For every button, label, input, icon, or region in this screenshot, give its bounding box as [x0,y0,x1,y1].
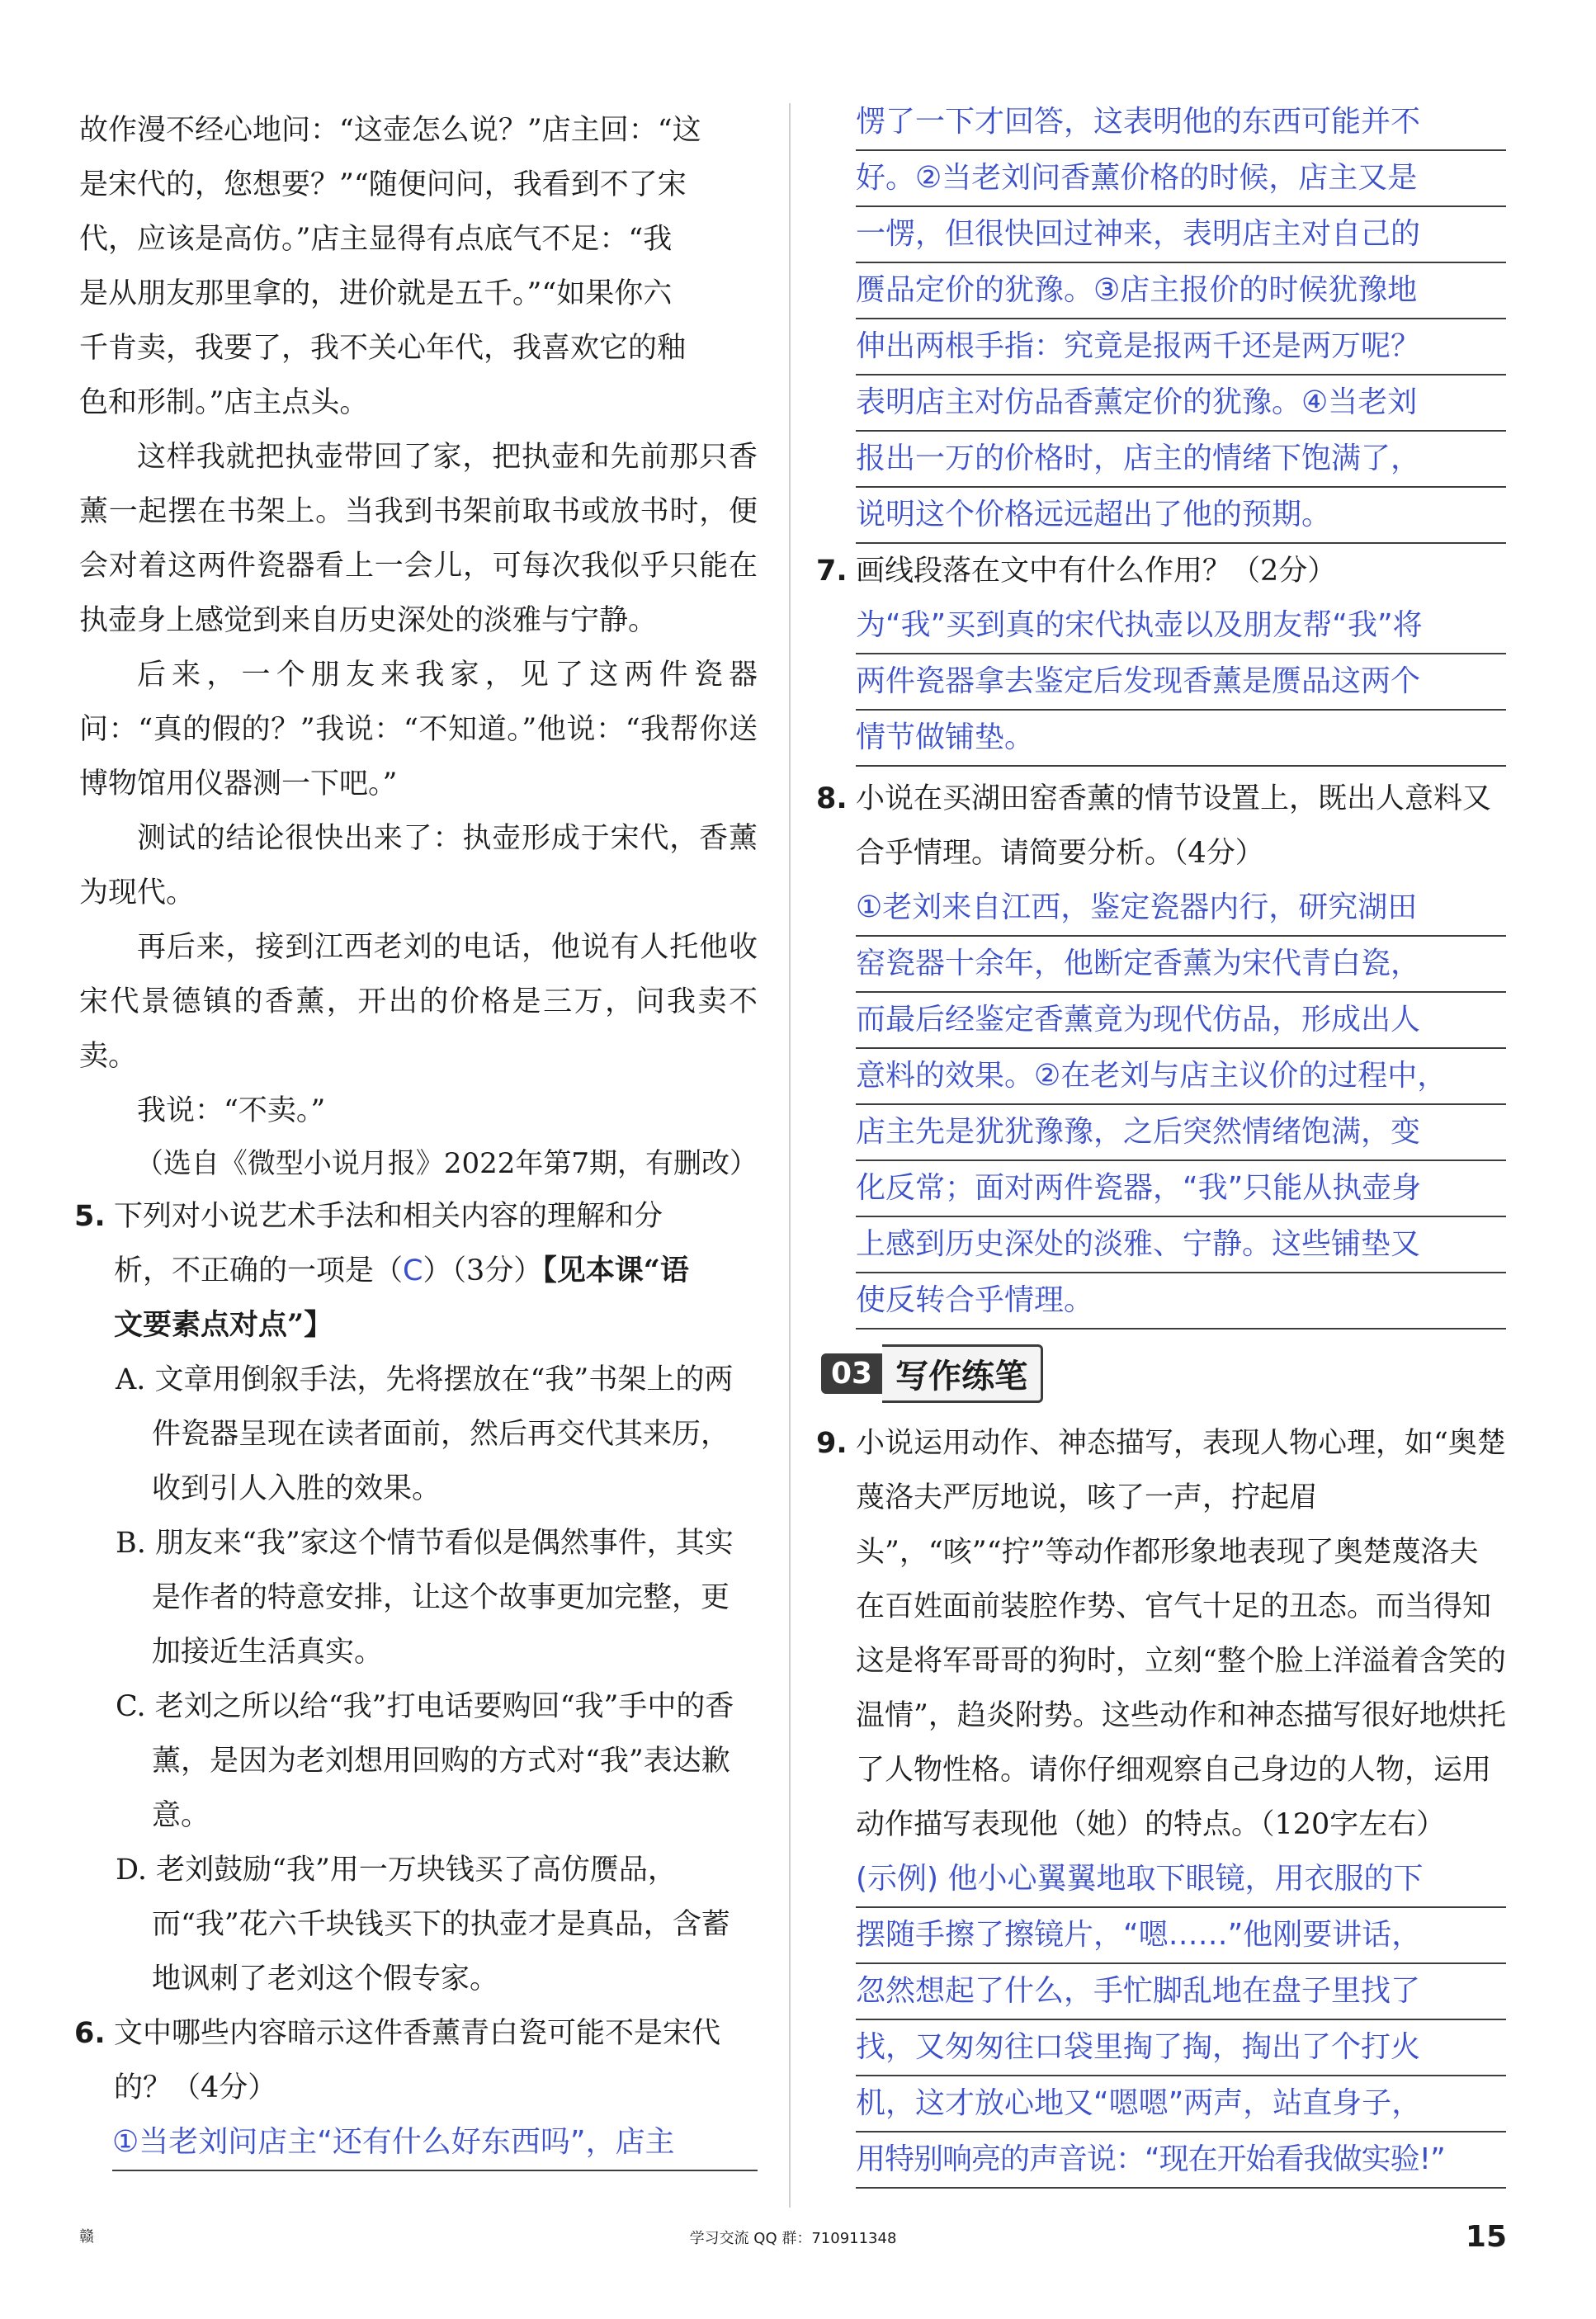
answer-line: 用特别响亮的声音说：“现在开始看我做实验!” [856,2132,1506,2189]
story-paragraph: 测试的结论很快出来了：执壶形成于宋代，香薰为现代。 [79,822,758,909]
question-stem: 小说在买湖田窑香薰的情节设置上，既出人意料又合乎情理。请简要分析。（4分） [856,782,1492,870]
footer-note: 学习交流 QQ 群：710911348 [689,2230,897,2247]
question-7 [816,544,1506,598]
answer-line: 报出一万的价格时，店主的情绪下饱满了， [856,432,1506,488]
story-top-lines [79,103,758,430]
answer-area [79,2115,758,2171]
answer-line: 说明这个价格远远超出了他的预期。 [856,488,1506,544]
question-6 [74,2006,758,2115]
question-stem: 文中哪些内容暗示这件香薰青白瓷可能不是宋代的？（4分） [114,2017,721,2104]
page-number: 15 [1465,2220,1507,2254]
answer-line: 意料的效果。②在老刘与店主议价的过程中， [856,1049,1506,1105]
answer-line: (示例) 他小心翼翼地取下眼镜，用衣服的下 [856,1852,1506,1908]
answer-line: 找，又匆匆往口袋里掏了掏，掏出了个打火 [856,2020,1506,2076]
answer-line: ①老刘来自江西，鉴定瓷器内行，研究湖田 [856,881,1506,937]
question-stem: 下列对小说艺术手法和相关内容的理解和分 析，不正确的一项是（C）（3分）【见本课“语 文要素点对点”】 [114,1200,689,1342]
story-paragraph: 后来，一个朋友来我家，见了这两件瓷器问：“真的假的？”我说：“不知道。”他说：“我帮你送博物馆用仪器测一下吧。” [79,659,758,801]
answer-line: 伸出两根手指：究竟是报两千还是两万呢？ [856,319,1506,375]
answer-line: 忽然想起了什么，手忙脚乱地在盘子里找了 [856,1964,1506,2020]
question-number: 7. [816,555,848,588]
answer-line: 表明店主对仿品香薰定价的犹豫。④当老刘 [856,375,1506,432]
story-paragraph: 再后来，接到江西老刘的电话，他说有人托他收宋代景德镇的香薰，开出的价格是三万，问我卖不卖。 [79,931,758,1073]
question-number: 9. [816,1427,848,1460]
answer-line: 窑瓷器十余年，他断定香薰为宋代青白瓷， [856,937,1506,993]
answer-line: 赝品定价的犹豫。③店主报价的时候犹豫地 [856,263,1506,319]
story-source: （选自《微型小说月报》2022年第7期，有删改） [135,1147,758,1180]
region-mark: 赣 [79,2228,94,2246]
story-line: 故作漫不经心地问：“这壶怎么说？”店主回：“这 [79,114,701,147]
answer-line: 情节做铺垫。 [856,711,1506,767]
reference-tag: 【见本课“语 [542,1254,689,1287]
question-number: 6. [74,2017,106,2050]
answer-line: 店主先是犹犹豫豫，之后突然情绪饱满，变 [856,1105,1506,1161]
option-c: C. 老刘之所以给“我”打电话要购回“我”手中的香薰，是因为老刘想用回购的方式对“我”表达歉意。 [116,1690,734,1832]
answer-area [821,881,1506,1330]
option-a: A. 文章用倒叙手法，先将摆放在“我”书架上的两件瓷器呈现在读者面前，然后再交代其来历，收到引人入胜的效果。 [116,1363,734,1505]
story-line: 色和形制。”店主点头。 [79,386,369,419]
answer-line: 愣了一下才回答，这表明他的东西可能并不 [856,95,1506,151]
option-d: D. 老刘鼓励“我”用一万块钱买了高仿赝品，而“我”花六千块钱买下的执壶才是真品，含蓄地讽刺了老刘这个假专家。 [116,1854,730,1995]
answer-line: 两件瓷器拿去鉴定后发现香薰是赝品这两个 [856,654,1506,711]
answer-choice: C [403,1254,423,1287]
story-paragraph: 这样我就把执壶带回了家，把执壶和先前那只香薰一起摆在书架上。当我到书架前取书或放书时，便会对着这两件瓷器看上一会儿，可每次我似乎只能在执壶身上感觉到来自历史深处的淡雅与宁静。 [79,441,758,637]
story-line: 是宋代的，您想要？”“随便问问，我看到不了宋 [79,168,687,201]
story-line: 千肯卖，我要了，我不关心年代，我喜欢它的釉 [79,332,687,365]
question-number: 5. [74,1200,106,1233]
page-footer [79,2220,1507,2261]
answer-line: 好。②当老刘问香薰价格的时候，店主又是 [856,151,1506,207]
column-divider [789,103,791,2208]
question-8 [816,772,1506,881]
question-5 [74,1189,758,1353]
answer-line: 摆随手擦了擦镜片，“嗯……”他刚要讲话， [856,1908,1506,1964]
answer-area [821,1852,1506,2189]
section-title: 写作练笔 [882,1344,1043,1403]
question-number: 8. [816,782,848,815]
answer-line: 为“我”买到真的宋代执壶以及朋友帮“我”将 [856,598,1506,654]
answer-area [821,95,1506,544]
section-number: 03 [821,1353,882,1394]
answer-line: 机，这才放心地又“嗯嗯”两声，站直身子， [856,2076,1506,2132]
question-stem: 小说运用动作、神态描写，表现人物心理，如“奥楚蔑洛夫严厉地说，咳了一声，拧起眉头”，“咳”“拧”等动作都形象地表现了奥楚蔑洛夫在百姓面前装腔作势、官气十足的丑态。而当得知这是将军哥哥的狗时，立刻“整个脸上洋溢着含笑的温情”，趋炎附势。这些动作和神态描写很好地烘托了人物性格。请你仔细观察自己身边的人物，运用动作描写表现他（她）的特点。（120字左右） [856,1427,1506,1841]
answer-line: 而最后经鉴定香薰竟为现代仿品，形成出人 [856,993,1506,1049]
story-line: 是从朋友那里拿的，进价就是五千。”“如果你六 [79,277,673,310]
answer-line: 一愣，但很快回过神来，表明店主对自己的 [856,207,1506,263]
left-column [74,103,758,2171]
question-stem: 画线段落在文中有什么作用？（2分） [856,555,1337,588]
story-paragraph: 我说：“不卖。” [137,1094,326,1127]
section-header [821,1344,1506,1403]
answer-line: ①当老刘问店主“还有什么好东西吗”，店主 [112,2115,758,2171]
option-b: B. 朋友来“我”家这个情节看似是偶然事件，其实是作者的特意安排，让这个故事更加完整，更加接近生活真实。 [116,1527,734,1669]
answer-line: 化反常；面对两件瓷器，“我”只能从执壶身 [856,1161,1506,1217]
story-line: 代，应该是高仿。”店主显得有点底气不足：“我 [79,223,673,256]
answer-line: 上感到历史深处的淡雅、宁静。这些铺垫又 [856,1217,1506,1273]
answer-line: 使反转合乎情理。 [856,1273,1506,1330]
question-9 [816,1416,1506,1852]
right-column [816,95,1506,2189]
answer-area [821,598,1506,767]
reference-tag: 文要素点对点”】 [114,1308,333,1342]
